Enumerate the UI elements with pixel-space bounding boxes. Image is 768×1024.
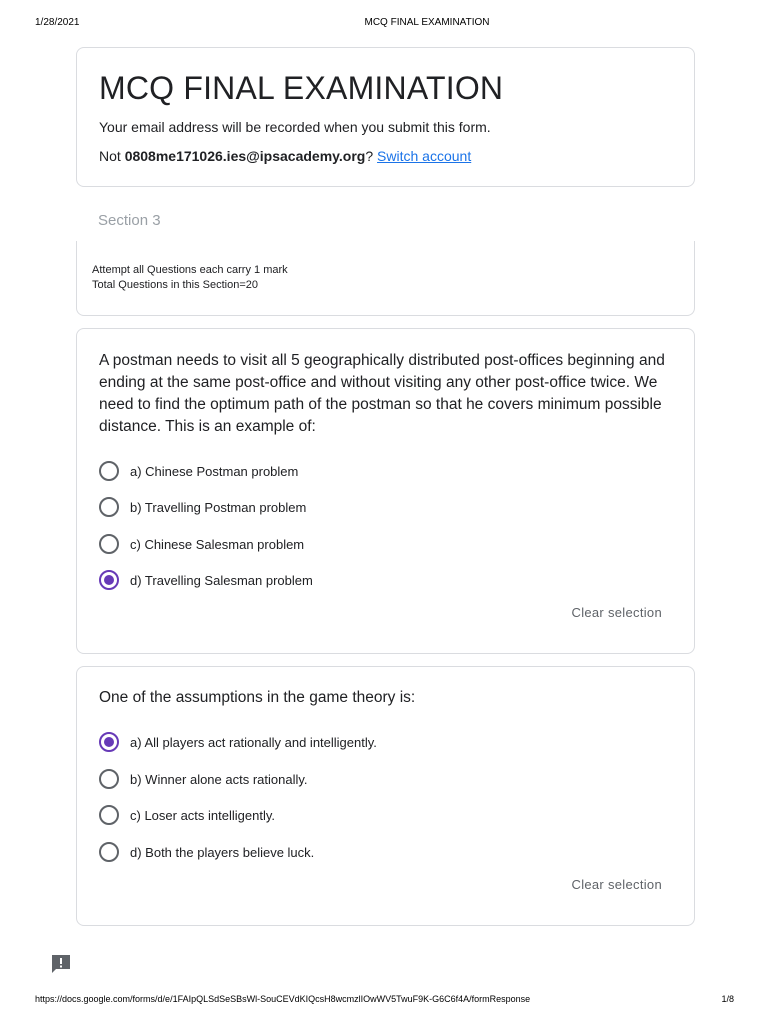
option-label: c) Chinese Salesman problem bbox=[130, 536, 305, 552]
print-date: 1/28/2021 bbox=[35, 17, 80, 28]
clear-selection-button[interactable]: Clear selection bbox=[571, 877, 662, 892]
email-notice: Your email address will be recorded when you submit this form. bbox=[99, 119, 491, 135]
radio-button[interactable] bbox=[99, 461, 119, 481]
print-title: MCQ FINAL EXAMINATION bbox=[364, 17, 490, 28]
print-url: https://docs.google.com/forms/d/e/1FAIpQLSdSeSBsWl-SouCEVdKIQcsH8wcmzlIOwWV5TwuF9K-G6C6f4A/formResponse bbox=[35, 994, 531, 1004]
print-page-number: 1/8 bbox=[721, 994, 734, 1004]
radio-button[interactable] bbox=[99, 769, 119, 789]
section-description-card bbox=[76, 241, 695, 316]
clear-selection-button[interactable]: Clear selection bbox=[571, 605, 662, 620]
question-mark: ? bbox=[365, 148, 374, 164]
question-card-2 bbox=[76, 666, 695, 926]
option-q1-b[interactable] bbox=[99, 495, 306, 519]
radio-button-selected[interactable] bbox=[99, 570, 119, 590]
option-label: b) Travelling Postman problem bbox=[130, 499, 307, 515]
option-q2-c[interactable] bbox=[99, 803, 275, 827]
section-description-line-2: Total Questions in this Section=20 bbox=[92, 279, 259, 291]
option-q1-c[interactable] bbox=[99, 532, 304, 556]
feedback-icon[interactable] bbox=[50, 954, 72, 974]
form-header-card bbox=[76, 47, 695, 187]
radio-button-selected[interactable] bbox=[99, 732, 119, 752]
switch-account-link[interactable]: Switch account bbox=[377, 148, 472, 164]
question-text: One of the assumptions in the game theory is: bbox=[99, 689, 416, 706]
section-title: Section 3 bbox=[98, 212, 161, 229]
option-label: a) All players act rationally and intelligently. bbox=[130, 734, 377, 750]
radio-button[interactable] bbox=[99, 805, 119, 825]
section-description-line-1: Attempt all Questions each carry 1 mark bbox=[92, 264, 288, 276]
print-footer bbox=[0, 994, 768, 1008]
option-label: b) Winner alone acts rationally. bbox=[130, 771, 308, 787]
account-email: 0808me171026.ies@ipsacademy.org bbox=[124, 148, 366, 164]
option-label: c) Loser acts intelligently. bbox=[130, 807, 275, 823]
account-line bbox=[99, 148, 471, 164]
option-q2-b[interactable] bbox=[99, 767, 308, 791]
option-label: d) Both the players believe luck. bbox=[130, 844, 315, 860]
form-title: MCQ FINAL EXAMINATION bbox=[99, 70, 504, 106]
radio-button[interactable] bbox=[99, 842, 119, 862]
option-q1-d[interactable] bbox=[99, 568, 313, 592]
option-q1-a[interactable] bbox=[99, 459, 298, 483]
radio-button[interactable] bbox=[99, 497, 119, 517]
option-q2-d[interactable] bbox=[99, 840, 314, 864]
option-q2-a[interactable] bbox=[99, 730, 377, 754]
section-description bbox=[92, 263, 288, 293]
radio-button[interactable] bbox=[99, 534, 119, 554]
not-prefix: Not bbox=[99, 148, 125, 164]
question-text: A postman needs to visit all 5 geographically distributed post-offices beginning and ending at the same post-office and without visiting any other post-office twice. We need to find the optimum path of the postman so that he covers minimum possible distance. This is an example of: bbox=[99, 352, 665, 435]
option-label: a) Chinese Postman problem bbox=[130, 463, 299, 479]
option-label: d) Travelling Salesman problem bbox=[130, 572, 313, 588]
question-card-1 bbox=[76, 328, 695, 654]
print-header bbox=[0, 17, 768, 31]
